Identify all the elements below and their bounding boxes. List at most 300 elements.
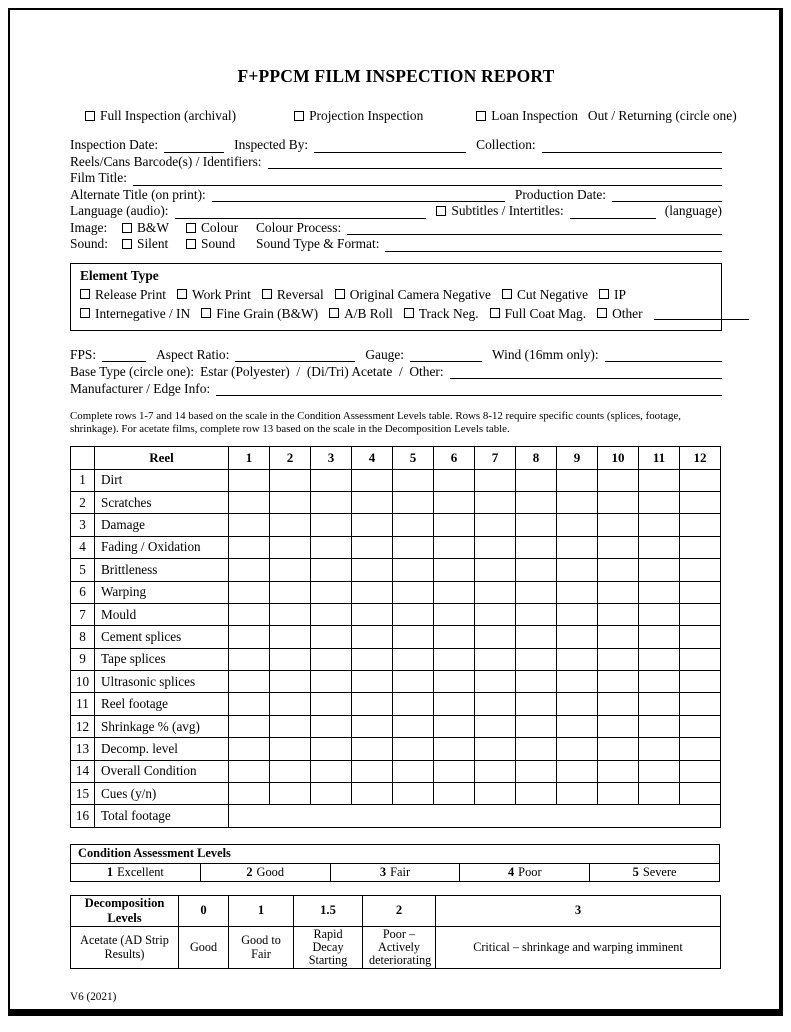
reel-value-cell[interactable] — [680, 514, 721, 536]
reel-value-cell[interactable] — [311, 693, 352, 715]
reel-value-cell[interactable] — [680, 469, 721, 491]
reel-inspection-table — [70, 446, 721, 828]
decomposition-body-row — [71, 926, 721, 969]
reel-value-cell[interactable] — [352, 715, 393, 737]
element-type-checkbox[interactable] — [177, 285, 251, 304]
reel-value-cell[interactable] — [434, 693, 475, 715]
reel-number-header: 5 — [393, 446, 434, 469]
colour-process-blank[interactable] — [347, 222, 722, 235]
image-colour-checkbox[interactable] — [186, 220, 256, 237]
version-label: V6 (2021) — [70, 991, 117, 1004]
reel-value-cell[interactable] — [434, 469, 475, 491]
reel-value-cell[interactable] — [352, 783, 393, 805]
decomposition-title: Decomposition Levels — [71, 895, 179, 926]
reel-value-cell[interactable] — [598, 514, 639, 536]
reel-value-cell[interactable] — [434, 514, 475, 536]
reel-value-cell[interactable] — [229, 671, 270, 693]
condition-level-label: Poor — [518, 864, 542, 879]
film-title-blank[interactable] — [133, 173, 722, 186]
reel-value-cell[interactable] — [311, 671, 352, 693]
reel-value-cell[interactable] — [639, 603, 680, 625]
row-number: 16 — [71, 805, 95, 827]
reel-value-cell[interactable] — [680, 536, 721, 558]
reel-value-cell[interactable] — [229, 715, 270, 737]
reel-value-cell[interactable] — [475, 514, 516, 536]
reel-value-cell[interactable] — [434, 671, 475, 693]
reel-value-cell[interactable] — [434, 760, 475, 782]
reel-value-cell[interactable] — [352, 760, 393, 782]
reel-value-cell[interactable] — [680, 581, 721, 603]
reel-value-cell[interactable] — [598, 559, 639, 581]
reel-value-cell[interactable] — [270, 491, 311, 513]
reel-value-cell[interactable] — [475, 581, 516, 603]
reel-value-cell[interactable] — [311, 738, 352, 760]
reel-value-cell[interactable] — [393, 783, 434, 805]
manufacturer-label: Manufacturer / Edge Info: — [70, 381, 211, 397]
manufacturer-blank[interactable] — [216, 383, 722, 396]
reel-value-cell[interactable] — [516, 469, 557, 491]
alternate-title-blank[interactable] — [212, 189, 505, 202]
reel-value-cell[interactable] — [352, 648, 393, 670]
element-type-label: IP — [614, 286, 626, 302]
colour-process-label: Colour Process: — [256, 219, 342, 235]
production-date-label: Production Date: — [514, 186, 606, 202]
reel-value-cell[interactable] — [434, 626, 475, 648]
reel-value-cell[interactable] — [393, 738, 434, 760]
reel-value-cell[interactable] — [598, 671, 639, 693]
base-type-other-blank[interactable] — [450, 366, 722, 379]
checkbox-icon — [502, 289, 512, 299]
reel-table-row — [71, 805, 721, 827]
row-label: Shrinkage % (avg) — [95, 715, 229, 737]
decomposition-description: Good — [179, 926, 229, 969]
reel-value-cell[interactable] — [270, 514, 311, 536]
total-footage-cell[interactable] — [229, 805, 721, 827]
reel-value-cell[interactable] — [434, 783, 475, 805]
reel-table-row — [71, 783, 721, 805]
reel-value-cell[interactable] — [229, 491, 270, 513]
element-type-label: Original Camera Negative — [349, 286, 491, 302]
checkbox-icon — [262, 289, 272, 299]
decomposition-description: Good to Fair — [229, 926, 294, 969]
reel-value-cell[interactable] — [311, 559, 352, 581]
element-type-checkbox[interactable] — [262, 285, 324, 304]
element-type-other-blank[interactable] — [654, 308, 749, 320]
reel-value-cell[interactable] — [598, 581, 639, 603]
reel-value-cell[interactable] — [557, 760, 598, 782]
decomposition-table — [70, 895, 721, 970]
reel-value-cell[interactable] — [393, 671, 434, 693]
element-type-label: Fine Grain (B&W) — [216, 305, 319, 321]
reel-value-cell[interactable] — [352, 559, 393, 581]
reel-value-cell[interactable] — [557, 469, 598, 491]
subtitles-checkbox[interactable] — [436, 203, 563, 220]
element-type-row-2 — [80, 304, 712, 323]
condition-title-row — [71, 844, 720, 863]
reel-value-cell[interactable] — [352, 626, 393, 648]
reel-value-cell[interactable] — [516, 738, 557, 760]
reel-value-cell[interactable] — [270, 671, 311, 693]
reel-value-cell[interactable] — [475, 671, 516, 693]
inspection-type-row — [70, 108, 737, 124]
reel-value-cell[interactable] — [229, 738, 270, 760]
reel-value-cell[interactable] — [229, 626, 270, 648]
subtitles-language-blank[interactable] — [570, 206, 656, 219]
reel-value-cell[interactable] — [516, 626, 557, 648]
element-type-checkbox[interactable] — [502, 285, 588, 304]
reel-value-cell[interactable] — [516, 715, 557, 737]
reel-value-cell[interactable] — [598, 491, 639, 513]
reel-value-cell[interactable] — [393, 626, 434, 648]
wind-blank[interactable] — [605, 349, 722, 362]
reel-value-cell[interactable] — [229, 648, 270, 670]
reel-value-cell[interactable] — [516, 671, 557, 693]
reel-value-cell[interactable] — [229, 559, 270, 581]
condition-level-label: Fair — [390, 864, 411, 879]
reel-value-cell[interactable] — [393, 603, 434, 625]
reel-value-cell[interactable] — [557, 783, 598, 805]
reel-value-cell[interactable] — [639, 626, 680, 648]
reel-value-cell[interactable] — [475, 715, 516, 737]
reel-value-cell[interactable] — [516, 559, 557, 581]
reel-value-cell[interactable] — [352, 671, 393, 693]
reel-value-cell[interactable] — [680, 760, 721, 782]
inspection-date-blank[interactable] — [164, 140, 224, 153]
line-image — [70, 220, 722, 237]
fps-blank[interactable] — [102, 349, 146, 362]
reel-value-cell[interactable] — [434, 603, 475, 625]
reel-value-cell[interactable] — [270, 648, 311, 670]
production-date-blank[interactable] — [612, 189, 722, 202]
decomposition-scale-value: 1.5 — [294, 895, 363, 926]
corner-cell — [71, 446, 95, 469]
reel-value-cell[interactable] — [598, 760, 639, 782]
reel-value-cell[interactable] — [516, 603, 557, 625]
reel-value-cell[interactable] — [516, 760, 557, 782]
inspection-type-label: Full Inspection (archival) — [100, 108, 237, 123]
collection-label: Collection: — [476, 137, 536, 152]
reel-value-cell[interactable] — [270, 738, 311, 760]
reel-value-cell[interactable] — [393, 715, 434, 737]
row-label: Reel footage — [95, 693, 229, 715]
checkbox-icon — [329, 308, 339, 318]
collection-blank[interactable] — [542, 140, 722, 153]
reel-value-cell[interactable] — [311, 715, 352, 737]
reel-value-cell[interactable] — [311, 626, 352, 648]
reel-value-cell[interactable] — [434, 581, 475, 603]
reel-value-cell[interactable] — [270, 715, 311, 737]
sound-sound-checkbox[interactable] — [186, 236, 256, 253]
reel-value-cell[interactable] — [639, 581, 680, 603]
base-type-options: Estar (Polyester) / (Di/Tri) Acetate / Other: — [200, 363, 444, 379]
reel-value-cell[interactable] — [680, 671, 721, 693]
line-fps — [70, 346, 722, 363]
reel-value-cell[interactable] — [639, 648, 680, 670]
language-audio-blank[interactable] — [175, 206, 427, 219]
reel-value-cell[interactable] — [475, 738, 516, 760]
reel-value-cell[interactable] — [516, 693, 557, 715]
reel-value-cell[interactable] — [434, 738, 475, 760]
reel-value-cell[interactable] — [352, 514, 393, 536]
reel-value-cell[interactable] — [680, 603, 721, 625]
element-type-checkbox[interactable] — [490, 304, 586, 323]
row-label: Overall Condition — [95, 760, 229, 782]
reel-value-cell[interactable] — [475, 693, 516, 715]
reels-cans-blank[interactable] — [268, 156, 722, 169]
reel-value-cell[interactable] — [352, 469, 393, 491]
reel-value-cell[interactable] — [557, 603, 598, 625]
inspection-type-label: Loan Inspection — [491, 108, 578, 123]
reel-value-cell[interactable] — [557, 626, 598, 648]
condition-levels-row — [71, 863, 720, 881]
reel-value-cell[interactable] — [352, 536, 393, 558]
reel-value-cell[interactable] — [516, 514, 557, 536]
reel-value-cell[interactable] — [680, 491, 721, 513]
reel-value-cell[interactable] — [598, 715, 639, 737]
reel-value-cell[interactable] — [557, 671, 598, 693]
fps-label: FPS: — [70, 346, 97, 362]
reel-value-cell[interactable] — [557, 693, 598, 715]
reel-value-cell[interactable] — [311, 581, 352, 603]
reel-value-cell[interactable] — [639, 536, 680, 558]
reel-value-cell[interactable] — [598, 626, 639, 648]
inspection-type-checkbox[interactable] — [85, 108, 236, 124]
reel-number-header: 3 — [311, 446, 352, 469]
reel-value-cell[interactable] — [680, 738, 721, 760]
reel-value-cell[interactable] — [557, 491, 598, 513]
reel-value-cell[interactable] — [598, 693, 639, 715]
reel-value-cell[interactable] — [311, 648, 352, 670]
reel-value-cell[interactable] — [311, 514, 352, 536]
line-reels-cans — [70, 154, 722, 171]
element-type-title: Element Type — [80, 267, 159, 283]
element-type-checkbox[interactable] — [80, 285, 166, 304]
reel-value-cell[interactable] — [680, 715, 721, 737]
reel-value-cell[interactable] — [393, 491, 434, 513]
checkbox-icon — [80, 308, 90, 318]
decomposition-row-label: Acetate (AD Strip Results) — [71, 926, 179, 969]
reel-value-cell[interactable] — [475, 536, 516, 558]
reel-value-cell[interactable] — [475, 603, 516, 625]
reel-table-row — [71, 603, 721, 625]
reel-value-cell[interactable] — [229, 581, 270, 603]
reel-number-header: 2 — [270, 446, 311, 469]
reel-value-cell[interactable] — [598, 738, 639, 760]
reel-value-cell[interactable] — [229, 760, 270, 782]
reel-value-cell[interactable] — [475, 469, 516, 491]
reel-value-cell[interactable] — [557, 514, 598, 536]
reel-value-cell[interactable] — [475, 783, 516, 805]
reel-value-cell[interactable] — [270, 581, 311, 603]
reel-value-cell[interactable] — [229, 783, 270, 805]
reel-value-cell[interactable] — [516, 536, 557, 558]
reel-value-cell[interactable] — [393, 648, 434, 670]
inspected-by-blank[interactable] — [314, 140, 466, 153]
reel-value-cell[interactable] — [639, 559, 680, 581]
reel-value-cell[interactable] — [393, 469, 434, 491]
reel-value-cell[interactable] — [393, 760, 434, 782]
reels-cans-label: Reels/Cans Barcode(s) / Identifiers: — [70, 153, 262, 169]
element-type-label: A/B Roll — [344, 305, 393, 321]
reel-value-cell[interactable] — [639, 693, 680, 715]
reel-value-cell[interactable] — [475, 626, 516, 648]
reel-value-cell[interactable] — [352, 603, 393, 625]
image-bw-label: B&W — [137, 219, 169, 235]
reel-table-row — [71, 581, 721, 603]
reel-value-cell[interactable] — [270, 603, 311, 625]
reel-value-cell[interactable] — [639, 514, 680, 536]
reel-value-cell[interactable] — [270, 626, 311, 648]
reel-value-cell[interactable] — [557, 581, 598, 603]
element-type-checkbox[interactable] — [80, 304, 190, 323]
reel-value-cell[interactable] — [311, 783, 352, 805]
reel-value-cell[interactable] — [639, 738, 680, 760]
reel-value-cell[interactable] — [229, 469, 270, 491]
row-label: Total footage — [95, 805, 229, 827]
reel-value-cell[interactable] — [393, 693, 434, 715]
reel-value-cell[interactable] — [516, 581, 557, 603]
reel-value-cell[interactable] — [639, 783, 680, 805]
reel-value-cell[interactable] — [598, 783, 639, 805]
reel-value-cell[interactable] — [680, 626, 721, 648]
image-bw-checkbox[interactable] — [122, 220, 186, 237]
reel-value-cell[interactable] — [270, 760, 311, 782]
reel-value-cell[interactable] — [557, 738, 598, 760]
reel-value-cell[interactable] — [598, 536, 639, 558]
reel-value-cell[interactable] — [393, 559, 434, 581]
row-label: Decomp. level — [95, 738, 229, 760]
reel-value-cell[interactable] — [557, 715, 598, 737]
reel-value-cell[interactable] — [393, 514, 434, 536]
sound-type-format-blank[interactable] — [385, 239, 722, 252]
condition-level-cell — [330, 863, 460, 881]
reel-value-cell[interactable] — [680, 648, 721, 670]
reel-value-cell[interactable] — [598, 648, 639, 670]
reel-value-cell[interactable] — [598, 603, 639, 625]
reel-value-cell[interactable] — [352, 693, 393, 715]
checkbox-icon — [335, 289, 345, 299]
reel-value-cell[interactable] — [557, 559, 598, 581]
inspection-type-checkbox[interactable] — [476, 108, 578, 124]
reel-value-cell[interactable] — [229, 536, 270, 558]
line-language — [70, 203, 722, 220]
element-type-label: Full Coat Mag. — [504, 305, 587, 321]
reel-value-cell[interactable] — [270, 469, 311, 491]
row-label: Fading / Oxidation — [95, 536, 229, 558]
element-type-checkbox[interactable] — [201, 304, 318, 323]
reel-value-cell[interactable] — [434, 648, 475, 670]
line-inspection-date — [70, 137, 722, 154]
inspection-type-checkbox[interactable] — [294, 108, 423, 124]
row-label: Dirt — [95, 469, 229, 491]
decomposition-scale-value: 1 — [229, 895, 294, 926]
reel-value-cell[interactable] — [516, 491, 557, 513]
reel-value-cell[interactable] — [352, 581, 393, 603]
reel-table-row — [71, 469, 721, 491]
reel-value-cell[interactable] — [434, 559, 475, 581]
reel-table-row — [71, 671, 721, 693]
reel-value-cell[interactable] — [475, 760, 516, 782]
form-page — [8, 8, 783, 1016]
reel-value-cell[interactable] — [270, 536, 311, 558]
reel-value-cell[interactable] — [352, 738, 393, 760]
reel-value-cell[interactable] — [311, 536, 352, 558]
reel-value-cell[interactable] — [516, 648, 557, 670]
base-type-label: Base Type (circle one): — [70, 363, 195, 379]
reel-value-cell[interactable] — [393, 581, 434, 603]
reel-value-cell[interactable] — [270, 559, 311, 581]
line-film-title — [70, 170, 722, 187]
reel-value-cell[interactable] — [557, 536, 598, 558]
element-type-row-1 — [80, 285, 712, 304]
reel-table-row — [71, 738, 721, 760]
checkbox-icon — [80, 289, 90, 299]
checkbox-icon — [186, 239, 196, 249]
element-type-label: Reversal — [276, 286, 324, 302]
reel-value-cell[interactable] — [311, 603, 352, 625]
element-type-checkbox[interactable] — [335, 285, 491, 304]
reel-value-cell[interactable] — [639, 469, 680, 491]
condition-level-label: Good — [256, 864, 285, 879]
reel-value-cell[interactable] — [680, 783, 721, 805]
reel-value-cell[interactable] — [639, 760, 680, 782]
reel-value-cell[interactable] — [229, 603, 270, 625]
reel-value-cell[interactable] — [475, 491, 516, 513]
row-label: Cement splices — [95, 626, 229, 648]
row-number: 5 — [71, 559, 95, 581]
reel-value-cell[interactable] — [311, 469, 352, 491]
reel-value-cell[interactable] — [639, 671, 680, 693]
reel-value-cell[interactable] — [393, 536, 434, 558]
reel-value-cell[interactable] — [270, 783, 311, 805]
checkbox-icon — [186, 223, 196, 233]
reel-value-cell[interactable] — [311, 760, 352, 782]
aspect-ratio-blank[interactable] — [235, 349, 355, 362]
reel-value-cell[interactable] — [639, 715, 680, 737]
element-type-label: Release Print — [95, 286, 167, 302]
row-number: 15 — [71, 783, 95, 805]
reel-value-cell[interactable] — [311, 491, 352, 513]
gauge-blank[interactable] — [410, 349, 482, 362]
sound-silent-checkbox[interactable] — [122, 236, 186, 253]
element-type-checkbox[interactable] — [329, 304, 393, 323]
reel-value-cell[interactable] — [639, 491, 680, 513]
reel-value-cell[interactable] — [475, 648, 516, 670]
reel-value-cell[interactable] — [352, 491, 393, 513]
reel-value-cell[interactable] — [475, 559, 516, 581]
reel-value-cell[interactable] — [434, 536, 475, 558]
reel-value-cell[interactable] — [557, 648, 598, 670]
element-type-checkbox[interactable] — [404, 304, 479, 323]
reel-value-cell[interactable] — [680, 693, 721, 715]
reel-value-cell[interactable] — [680, 559, 721, 581]
reel-value-cell[interactable] — [598, 469, 639, 491]
reel-value-cell[interactable] — [229, 693, 270, 715]
instructions-note: Complete rows 1-7 and 14 based on the scale in the Condition Assessment Levels table. Rows 8-12 require specific counts (splices, footage, shrinkage). For acetate films, complete row 13 based on the scale in the Decomposition Levels table. — [70, 410, 681, 435]
sound-type-format-label: Sound Type & Format: — [256, 236, 380, 251]
element-type-checkbox[interactable] — [597, 304, 643, 323]
element-type-checkbox[interactable] — [599, 285, 626, 304]
reel-value-cell[interactable] — [434, 491, 475, 513]
row-label: Scratches — [95, 491, 229, 513]
reel-value-cell[interactable] — [434, 715, 475, 737]
reel-value-cell[interactable] — [229, 514, 270, 536]
reel-table-row — [71, 559, 721, 581]
reel-value-cell[interactable] — [516, 783, 557, 805]
row-label: Mould — [95, 603, 229, 625]
image-colour-label: Colour — [201, 219, 239, 235]
reel-value-cell[interactable] — [270, 693, 311, 715]
